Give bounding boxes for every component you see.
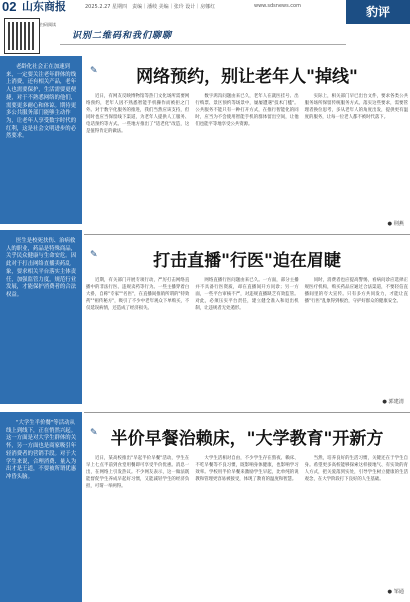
article-headline: 打击直播"行医"迫在眉睫 (153, 251, 341, 271)
article-column: 近日，某高校推出"早起半价早餐"活动，学生在早上七点半前到食堂用餐即可享受半价优惠。消息一出，在网络上引发热议。不少网友表示，这一做法既能督促学生养成早起好习惯，又能减轻学生的经济负担，可谓一举两得。 (86, 456, 190, 489)
article-body (86, 278, 408, 313)
sidebar-panel (0, 412, 82, 602)
article-column: 近期，有关部门开展专项行动，严厉打击网络直播中的非法行医、违规卖药等行为。一些主播穿着白大褂，自称"专家""名医"，在直播间推销所谓的"特效药""祖传秘方"，吸引了不少中老年观众下单购买，不仅延误病情，还造成了经济损失。 (86, 278, 190, 311)
article-headline: 网络预约，别让老年人"掉线" (136, 67, 358, 87)
article (86, 236, 408, 410)
pencil-icon: ✎ (90, 66, 98, 76)
sidebar-text: "大学生半价餐"等活动从线上到线下，正在悄然兴起。这一方面是对大学生群体的关怀，另一方面也是商家吸引年轻消费者的营销手段。对于大学生来说，合理消费、量入为出才是王道，不要被所谓优惠冲昏头脑。 (6, 420, 77, 480)
sidebar-panel (0, 56, 82, 224)
article-column: 实际上，相关部门早已出台文件，要求各类公共服务场所保留传统服务方式。落实这些要求，需要管理者换位思考，多从老年人的角度出发，提供更有温度的服务，让每一位老人都不被时代落下。 (304, 94, 408, 120)
article-column: 同时，消费者也应提高警惕，看病问诊应选择正规医疗机构，购买药品应通过合法渠道，不要轻信直播间里的夸大宣传。只有多方共同发力，才能让直播"行医"乱象得到根治，守护好群众的健康安全。 (304, 278, 408, 304)
column-title: 识别二维码和我们聊聊 (72, 31, 173, 41)
byline: ● 郭建清 (382, 399, 404, 405)
divider (84, 234, 410, 235)
article-column: 网络直播行医问题由来已久。一方面，部分主播并不具备行医资质，却在直播间开方问诊；另一方面，一些平台审核不严，对违规直播缺乏有效监管。对此，必须压实平台责任，建立健全准入和退出机制，让违规者无处遁形。 (195, 278, 299, 311)
date-line: 2025.2.27 星期四 责编｜潘岐 美编｜张玲 设计｜房娜红 (85, 4, 216, 10)
qr-note: 扫码阅读 (40, 22, 56, 27)
article-column: 大学生活相对自由，不少学生存在熬夜、赖床、不吃早餐等不良习惯，既影响身体健康，也影响学习效率。学校用半价早餐来激励学生早起，比单纯的说教和管理更容易被接受，体现了教育的温度和智慧。 (195, 456, 299, 482)
article (86, 414, 408, 600)
section-tab: 豹评 (346, 0, 410, 24)
article-headline: 半价早餐治赖床，"大学教育"开新方 (110, 429, 384, 449)
sidebar-text: 老龄化社会正在加速到来，一定要关注老年群体的线上消费，还有相关产品，老年人也需要保护，生活需要更便捷，对于不熟悉网络的他们，需要更多耐心和体谅。期待更多公共服务部门能够主动作为，让老年人享受数字时代的红利，这是社会文明进步的必然要求。 (6, 64, 77, 140)
page-number: 02 (2, 0, 17, 14)
article-body (86, 456, 408, 491)
article-column: 当然，培养良好的生活习惯，关键还在于学生自身。希望更多高校能够探索这样接地气、有实效的育人方式，把关爱落到实处，引导学生树立健康的生活观念，在大学阶段打下良好的人生基础。 (304, 456, 408, 482)
sidebar-text: 医生是校死扶伤、治病救人的职业，药品是特殊商品，关乎民众健康与生命安危。因此对于打击网络直播卖药乱象，要求相关平台落实主体责任，加强监管力度，规范行业发展，才能保护消费者的合法权益。 (6, 238, 77, 298)
newspaper-name: 山东商报 (22, 0, 66, 13)
article-column: 近日，有网友反映博物馆等热门文化场所需要网络预约，老年人因不熟悉智能手机操作而被拒之门外。对于数字化服务的推进，我们当然应该支持，但同时也应当保留线下渠道，为老年人提供人工服务、电话预约等方式。一些地方推出了"适老化"改造，这是值得肯定的做法。 (86, 94, 190, 134)
article-column: 数字鸿沟问题由来已久，老年人在就医挂号、出行购票、景区预约等场景中，屡屡遭遇"技术门槛"。公共服务不能只有一种打开方式，在推行智能化的同时，应当为不会使用智能手机的群体留出空间，让他们也能平等地享受公共资源。 (195, 94, 299, 127)
divider (60, 44, 346, 45)
byline: ● 邹通 (387, 589, 404, 595)
pencil-icon: ✎ (90, 428, 98, 438)
website-url[interactable]: www.sdsnews.com (254, 3, 301, 9)
qr-code-icon[interactable] (4, 18, 40, 54)
divider (84, 412, 410, 413)
byline: ● 荆燕 (387, 221, 404, 227)
article (86, 52, 408, 230)
article-body (86, 94, 408, 135)
pencil-icon: ✎ (90, 250, 98, 260)
sidebar-panel (0, 230, 82, 404)
